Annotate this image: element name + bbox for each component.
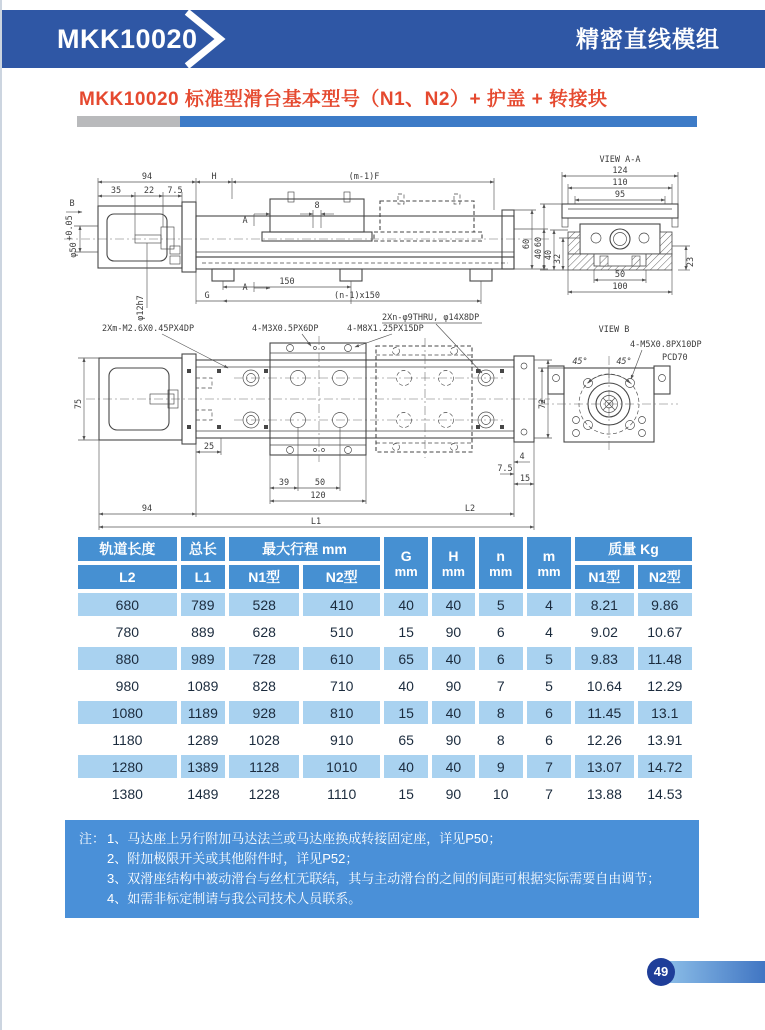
footer-bar — [660, 961, 765, 983]
table-cell: 728 — [229, 647, 299, 670]
table-cell: 810 — [303, 701, 380, 724]
dim-plan-4: 4 — [519, 452, 525, 462]
table-cell: 40 — [384, 755, 428, 778]
dim-plan-L2: L2 — [464, 504, 476, 514]
view-b-direction-label: B — [69, 199, 75, 209]
table-cell: 90 — [445, 731, 462, 748]
dim-94: 94 — [141, 172, 153, 182]
table-cell: 9.83 — [575, 647, 633, 670]
table-cell: 989 — [181, 647, 225, 670]
view-b-drawing — [538, 325, 702, 452]
table-cell: 40 — [432, 755, 474, 778]
table-cell: 1189 — [181, 701, 225, 724]
table-cell: 928 — [229, 701, 299, 724]
table-cell: 7 — [496, 677, 505, 694]
table-cell: 1089 — [187, 677, 219, 694]
dim-plan-39: 39 — [278, 478, 290, 488]
dim-plan-75: 75 — [74, 398, 84, 410]
table-cell: 628 — [252, 623, 276, 640]
table-cell: 5 — [545, 677, 553, 694]
table-cell: 8 — [479, 701, 523, 724]
table-cell: 7 — [527, 755, 571, 778]
model-title: MKK10020 — [57, 24, 198, 54]
table-cell: 12.29 — [647, 677, 683, 694]
table-row — [78, 674, 692, 697]
dim-aa-40: 40 — [544, 249, 554, 261]
table-cell: 1080 — [78, 701, 177, 724]
dim-aa-50: 50 — [614, 270, 626, 280]
table-cell: 510 — [330, 623, 354, 640]
table-cell: 13.1 — [638, 701, 692, 724]
table-cell: 1489 — [187, 785, 219, 802]
table-cell: 1380 — [111, 785, 143, 802]
table-cell: 10 — [492, 785, 509, 802]
table-cell: 65 — [398, 731, 414, 748]
table-cell: 5 — [527, 647, 571, 670]
table-cell: 9 — [479, 755, 523, 778]
spec-table-body — [78, 593, 692, 805]
dim-plan-L1: L1 — [310, 517, 322, 527]
dim-plan-15: 15 — [519, 474, 531, 484]
dim-22: 22 — [143, 186, 155, 196]
table-cell: 889 — [191, 623, 215, 640]
table-cell: 13.91 — [647, 731, 683, 748]
product-category-title: 精密直线模组 — [576, 26, 720, 52]
section-title: MKK10020 标准型滑台基本型号（N1、N2）+ 护盖 + 转接块 — [79, 89, 608, 110]
col-h-letter: H — [448, 547, 459, 564]
notes-list — [107, 829, 689, 909]
dim-35: 35 — [110, 186, 122, 196]
table-cell: 11.45 — [575, 701, 633, 724]
table-cell: 880 — [78, 647, 177, 670]
table-cell: 980 — [115, 677, 140, 694]
view-b-title: VIEW B — [598, 325, 630, 335]
dim-plan-120: 120 — [310, 491, 326, 501]
underline-blue-segment — [180, 116, 697, 127]
callout-m8-thread: 4-M8X1.25PX15DP — [347, 324, 424, 334]
view-aa-drawing — [534, 155, 696, 295]
callout-m5-thread: 4-M5X0.8PX10DP — [630, 340, 702, 350]
col-g-letter: G — [400, 547, 412, 564]
table-cell: 610 — [303, 647, 380, 670]
chevron-icon — [184, 10, 226, 68]
dim-H: H — [211, 172, 217, 182]
table-cell: 6 — [527, 701, 571, 724]
table-row — [78, 620, 692, 643]
table-cell: 6 — [545, 731, 553, 748]
section-a-upper-label: A — [242, 216, 248, 226]
col-total-length: 总长 — [181, 537, 225, 561]
dim-phi50-tolerance: +0.05 — [65, 215, 75, 241]
callout-pcd70: PCD70 — [662, 353, 688, 363]
dim-8: 8 — [314, 201, 320, 211]
table-cell: 90 — [445, 623, 462, 640]
plan-view-drawing — [74, 313, 552, 530]
table-cell: 8 — [496, 731, 505, 748]
table-cell: 780 — [115, 623, 140, 640]
table-cell: 10.67 — [647, 623, 683, 640]
table-cell: 9.86 — [638, 593, 692, 616]
dim-45deg-right: 45° — [616, 357, 632, 367]
dim-phi12h7: φ12h7 — [136, 295, 146, 321]
col-m — [527, 537, 571, 589]
table-cell: 789 — [181, 593, 225, 616]
note-item-2: 2、附加极限开关或其他附件时，详见P52； — [107, 851, 359, 866]
col-l1: L1 — [181, 565, 225, 589]
table-cell: 65 — [384, 647, 428, 670]
table-row — [78, 593, 692, 616]
table-cell: 680 — [78, 593, 177, 616]
callout-m2-6-thread: 2Xm-M2.6X0.45PX4DP — [102, 324, 195, 334]
table-cell: 15 — [384, 701, 428, 724]
col-mass-n1: N1型 — [575, 565, 633, 589]
table-cell: 15 — [398, 785, 414, 802]
col-h-unit: mm — [441, 563, 465, 579]
dim-95: 95 — [614, 190, 626, 200]
table-cell: 10.64 — [586, 677, 622, 694]
spec-table — [74, 533, 696, 809]
table-cell: 13.07 — [575, 755, 633, 778]
dim-aa-100: 100 — [612, 282, 628, 292]
dim-60: 60 — [522, 238, 532, 250]
table-cell: 13.88 — [586, 785, 622, 802]
page-number-badge: 49 — [647, 958, 675, 986]
table-cell: 40 — [432, 701, 474, 724]
dim-n1x150: (n-1)x150 — [333, 291, 381, 301]
table-cell: 40 — [432, 593, 474, 616]
col-l2: L2 — [78, 565, 177, 589]
dim-aa-60: 60 — [534, 236, 544, 248]
dim-plan-25: 25 — [203, 442, 215, 452]
table-cell: 4 — [527, 593, 571, 616]
dim-plan-50: 50 — [314, 478, 326, 488]
table-cell: 90 — [445, 785, 462, 802]
table-cell: 1280 — [78, 755, 177, 778]
table-cell: 1289 — [187, 731, 219, 748]
note-item-3: 3、双滑座结构中被动滑台与丝杠无联结，其与主动滑台的之间的间距可根据实际需要自由调节； — [107, 871, 661, 886]
table-cell: 7 — [545, 785, 553, 802]
callout-m3-thread: 4-M3X0.5PX6DP — [252, 324, 319, 334]
table-cell: 90 — [445, 677, 462, 694]
table-cell: 40 — [398, 677, 414, 694]
table-cell: 1389 — [181, 755, 225, 778]
col-m-letter: m — [542, 547, 556, 564]
table-cell: 14.72 — [638, 755, 692, 778]
col-track-length: 轨道长度 — [78, 537, 177, 561]
col-h — [432, 537, 474, 589]
dim-150: 150 — [279, 277, 295, 287]
table-cell: 40 — [432, 647, 474, 670]
table-row — [78, 647, 692, 670]
dim-m1F: (m-1)F — [348, 172, 380, 182]
notes-label: 注： — [79, 831, 106, 846]
col-g-unit: mm — [394, 563, 418, 579]
table-cell: 15 — [398, 623, 414, 640]
col-mass: 质量 Kg — [575, 537, 692, 561]
col-n-unit: mm — [489, 563, 513, 579]
table-cell: 12.26 — [586, 731, 622, 748]
col-m-unit: mm — [537, 563, 561, 579]
dim-plan-72: 72 — [538, 398, 548, 410]
col-mass-n2: N2型 — [638, 565, 692, 589]
table-row — [78, 701, 692, 724]
dim-7-5: 7.5 — [167, 186, 183, 196]
note-item-1: 1、马达座上另行附加马达法兰或马达座换成转接固定座，详见P50； — [107, 831, 502, 846]
table-cell: 528 — [229, 593, 299, 616]
section-a-lower-label: A — [242, 283, 248, 293]
table-row — [78, 782, 692, 805]
dim-phi50: φ50 — [69, 242, 79, 258]
table-row — [78, 728, 692, 751]
col-n-letter: n — [496, 547, 505, 564]
table-cell: 410 — [303, 593, 380, 616]
dim-plan-7-5: 7.5 — [497, 464, 513, 474]
technical-drawings — [2, 140, 765, 534]
col-max-stroke: 最大行程 mm — [229, 537, 380, 561]
col-g — [384, 537, 428, 589]
view-aa-title: VIEW A-A — [599, 155, 641, 165]
table-cell: 11.48 — [638, 647, 692, 670]
table-cell: 6 — [479, 647, 523, 670]
dim-110: 110 — [612, 178, 628, 188]
header-bar — [2, 10, 765, 68]
note-item-4: 4、如需非标定制请与我公司技术人员联系。 — [107, 891, 362, 906]
title-underline — [77, 116, 697, 127]
col-stroke-n1: N1型 — [229, 565, 299, 589]
side-view-drawing — [64, 172, 550, 321]
table-cell: 828 — [252, 677, 276, 694]
dim-plan-94: 94 — [141, 504, 153, 514]
underline-gray-segment — [77, 116, 180, 127]
table-cell: 5 — [479, 593, 523, 616]
table-cell: 6 — [496, 623, 505, 640]
table-row — [78, 755, 692, 778]
col-stroke-n2: N2型 — [303, 565, 380, 589]
table-cell: 710 — [330, 677, 354, 694]
table-cell: 1110 — [327, 785, 357, 802]
table-cell: 8.21 — [575, 593, 633, 616]
notes-box — [65, 820, 699, 918]
callout-phi9-hole: 2Xn-φ9THRU, φ14X8DP — [382, 313, 480, 323]
dim-40: 40 — [534, 248, 544, 260]
dim-124: 124 — [612, 166, 628, 176]
table-cell: 1180 — [112, 731, 143, 748]
table-cell: 9.02 — [590, 623, 618, 640]
table-cell: 40 — [384, 593, 428, 616]
col-n — [479, 537, 523, 589]
dim-aa-32: 32 — [553, 253, 563, 265]
dim-45deg-left: 45° — [572, 357, 588, 367]
dim-aa-23: 23 — [686, 256, 696, 268]
table-cell: 14.53 — [647, 785, 683, 802]
dim-G: G — [204, 291, 210, 301]
table-cell: 1028 — [248, 731, 280, 748]
table-cell: 1128 — [229, 755, 299, 778]
table-cell: 1228 — [248, 785, 280, 802]
table-cell: 910 — [330, 731, 354, 748]
table-cell: 4 — [545, 623, 553, 640]
table-cell: 1010 — [303, 755, 380, 778]
